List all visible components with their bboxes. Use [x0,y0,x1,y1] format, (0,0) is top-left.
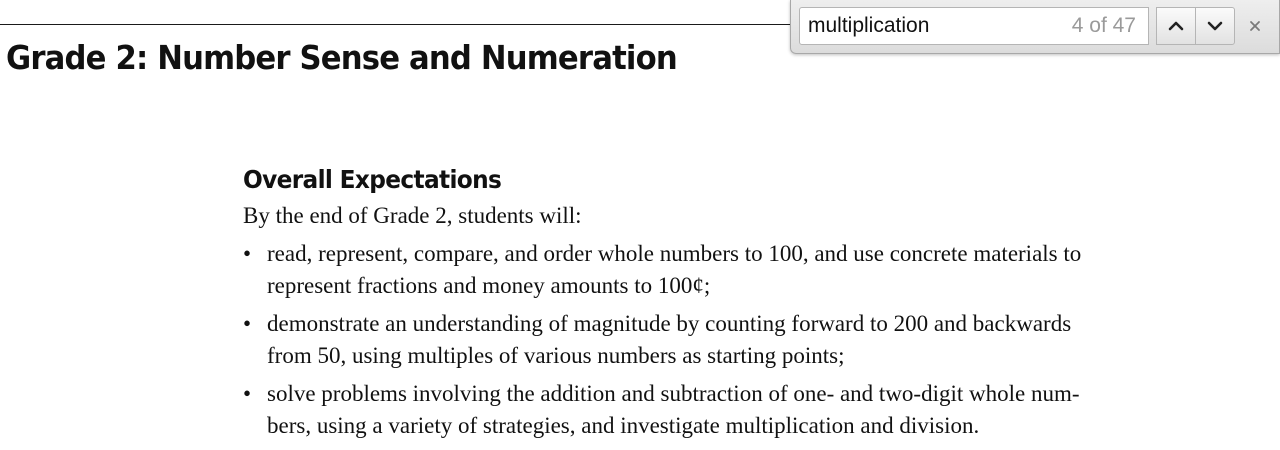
top-rule [0,24,800,25]
expectation-line: from 50, using multiples of various numbers as starting points; [267,343,845,368]
list-item [243,378,1183,442]
match-count: 4 of 47 [1071,14,1136,37]
expectation-line: solve problems involving the addition and subtraction of one- and two-digit whole num- [267,381,1080,406]
section-intro: By the end of Grade 2, students will: [243,203,582,228]
section-title: Overall Expectations [243,165,502,194]
bullet: • [243,381,252,406]
expectation-line: read, represent, compare, and order whole numbers to 100, and use concrete materials to [267,241,1082,266]
previous-match-button[interactable] [1156,7,1196,45]
find-bar [790,0,1280,54]
list-item [243,308,1183,372]
list-item [243,238,1183,302]
next-match-button[interactable] [1195,7,1235,45]
bullet: • [243,311,252,336]
bullet: • [243,241,252,266]
expectations-list [243,238,1183,442]
expectation-line: demonstrate an understanding of magnitude by counting forward to 200 and backwards [267,311,1072,336]
expectation-line: bers, using a variety of strategies, and investigate multiplication and division. [267,413,980,438]
close-find-button[interactable] [1241,12,1269,40]
chevron-down-icon [1207,20,1223,32]
page-heading: Grade 2: Number Sense and Numeration [6,38,677,77]
overall-expectations-section [243,163,1183,448]
close-icon [1249,20,1261,32]
find-field [799,7,1149,45]
expectation-line: represent fractions and money amounts to 100¢; [267,273,711,298]
chevron-up-icon [1168,20,1184,32]
find-input[interactable] [800,8,1050,44]
